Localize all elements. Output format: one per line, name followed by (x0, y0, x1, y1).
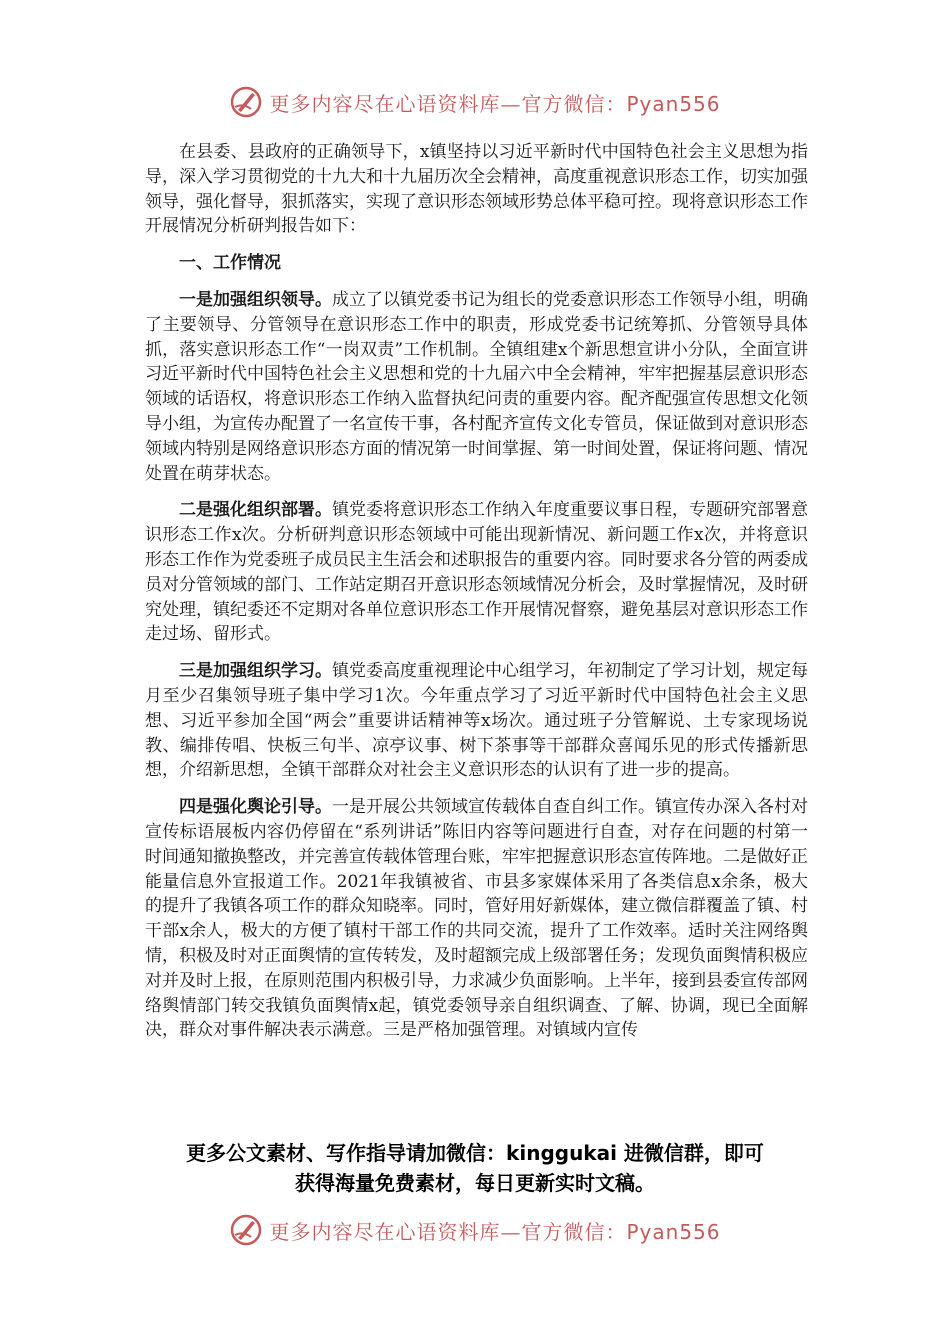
item-paragraph-4 (145, 795, 808, 1041)
promo-line-1: 更多公文素材、写作指导请加微信：kinggukai 进微信群，即可 (186, 1141, 764, 1165)
watermark-main: 更多内容尽在心语资料库 (269, 91, 501, 116)
item-lead-3: 三是加强组织学习。 (179, 661, 332, 682)
watermark-text (269, 1216, 720, 1245)
pen-circle-icon (229, 85, 263, 119)
item-text-2: 镇党委将意识形态工作纳入年度重要议事日程，专题研究部署意识形态工作x次。分析研判意识形态领域中可能出现新情况、新问题工作x次，并将意识形态工作作为党委班子成员民主生活会和述职报告的重要内容。同时要求各分管的两委成员对分管领域的部门、工作站定期召开意识形态领域情况分析会，及时掌握情况，及时研究处理，镇纪委还不定期对各单位意识形态工作开展情况督察，避免基层对意识形态工作走过场、留形式。 (145, 500, 808, 645)
pen-circle-icon (229, 1213, 263, 1247)
watermark-dash: — (500, 91, 522, 116)
section-heading-text: 一、工作情况 (179, 253, 281, 274)
item-paragraph-3 (145, 659, 808, 783)
item-lead-2: 二是强化组织部署。 (179, 500, 332, 521)
document-body (145, 140, 808, 1041)
watermark-dash: — (500, 1219, 522, 1244)
watermark-footer (0, 1210, 950, 1250)
item-lead-4: 四是强化舆论引导。 (179, 797, 332, 818)
watermark-text (269, 88, 720, 117)
watermark-wechat-label: 官方微信： (521, 1219, 627, 1244)
watermark-wechat-id: Pyan556 (626, 91, 721, 116)
item-text-1: 成立了以镇党委书记为组长的党委意识形态工作领导小组，明确了主要领导、分管领导在意识形态工作中的职责，形成党委书记统筹抓、分管领导具体抓，落实意识形态工作“一岗双责”工作机制。全镇组建x个新思想宣讲小分队，全面宣讲习近平新时代中国特色社会主义思想和党的十九届六中全会精神，牢牢把握基层意识形态领域的话语权，将意识形态工作纳入监督执纪问责的重要内容。配齐配强宣传思想文化领导小组，为宣传办配置了一名宣传干事，各村配齐宣传文化专管员，保证做到对意识形态领域内特别是网络意识形态方面的情况第一时间掌握、第一时间处置，保证将问题、情况处置在萌芽状态。 (145, 289, 808, 484)
item-lead-1: 一是加强组织领导。 (179, 289, 332, 310)
intro-paragraph: 在县委、县政府的正确领导下，x镇坚持以习近平新时代中国特色社会主义思想为指导，深入学习贯彻党的十九大和十九届历次全会精神，高度重视意识形态工作，切实加强领导，强化督导，狠抓落实，实现了意识形态领域形势总体平稳可控。现将意识形态工作开展情况分析研判报告如下： (145, 142, 808, 237)
section-heading (145, 251, 808, 276)
promo-line-2: 获得海量免费素材，每日更新实时文稿。 (295, 1171, 655, 1195)
promo-block (100, 1138, 850, 1198)
item-text-4: 一是开展公共领域宣传载体自查自纠工作。镇宣传办深入各村对宣传标语展板内容仍停留在“系列讲话”陈旧内容等问题进行自查，对存在问题的村第一时间通知撤换整改，并完善宣传载体管理台账，牢牢把握意识形态宣传阵地。二是做好正能量信息外宣报道工作。2021年我镇被省、市县多家媒体采用了各类信息x余条，极大的提升了我镇各项工作的群众知晓率。同时，管好用好新媒体，建立微信群覆盖了镇、村干部x余人，极大的方便了镇村干部工作的共同交流，提升了工作效率。适时关注网络舆情，积极及时对正面舆情的宣传转发，及时超额完成上级部署任务；发现负面舆情积极应对并及时上报，在原则范围内积极引导，力求减少负面影响。上半年，接到县委宣传部网络舆情部门转交我镇负面舆情x起，镇党委领导亲自组织调查、了解、协调，现已全面解决，群众对事件解决表示满意。三是严格加强管理。对镇域内宣传 (145, 797, 808, 1041)
item-paragraph-2 (145, 498, 808, 647)
item-text-3: 镇党委高度重视理论中心组学习，年初制定了学习计划，规定每月至少召集领导班子集中学习1次。今年重点学习了习近平新时代中国特色社会主义思想、习近平参加全国“两会”重要讲话精神等x场次。通过班子分管解说、土专家现场说教、编排传唱、快板三句半、凉亭议事、树下茶事等干部群众喜闻乐见的形式传播新思想，介绍新思想，全镇干部群众对社会主义意识形态的认识有了进一步的提高。 (145, 661, 808, 781)
watermark-main: 更多内容尽在心语资料库 (269, 1219, 501, 1244)
watermark-header (0, 82, 950, 122)
watermark-wechat-id: Pyan556 (626, 1219, 721, 1244)
item-paragraph-1 (145, 288, 808, 486)
watermark-wechat-label: 官方微信： (521, 91, 627, 116)
